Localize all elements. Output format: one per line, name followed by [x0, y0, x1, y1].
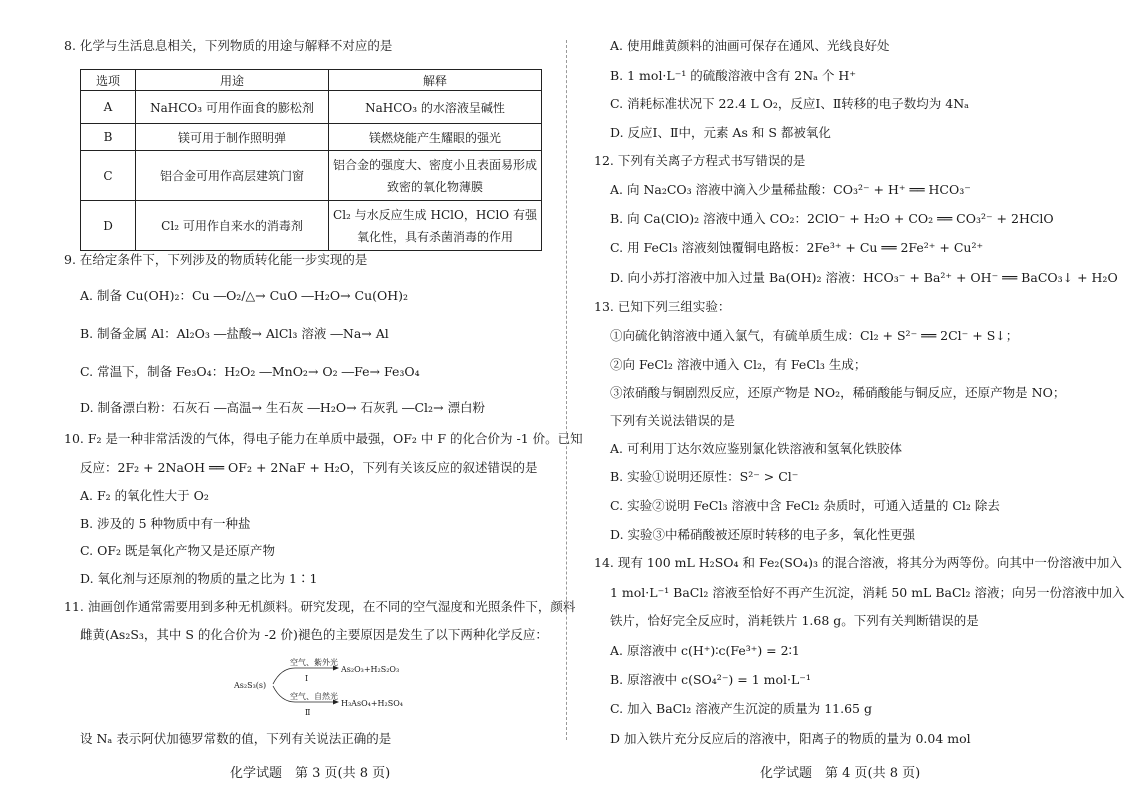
q13-experiment-3: ③浓硝酸与铜剧烈反应，还原产物是 NO₂，稀硝酸能与铜反应，还原产物是 NO； [610, 385, 1066, 400]
q11-option-b: B. 1 mol·L⁻¹ 的硫酸溶液中含有 2Nₐ 个 H⁺ [610, 68, 856, 83]
q14-option-b: B. 原溶液中 c(SO₄²⁻) = 1 mol·L⁻¹ [610, 672, 811, 687]
table-cell-use: 镁可用于制作照明弹 [136, 124, 329, 151]
explain-line: 致密的氧化物薄膜 [386, 179, 483, 194]
q9-option-c: C. 常温下，制备 Fe₃O₄：H₂O₂ ―MnO₂→ O₂ ―Fe→ Fe₃O₄ [80, 364, 420, 379]
column-divider [566, 40, 567, 740]
explain-line: Cl₂ 与水反应生成 HClO，HClO 有强 [333, 207, 537, 222]
q12-option-b: B. 向 Ca(ClO)₂ 溶液中通入 CO₂：2ClO⁻ + H₂O + CO₂ ══ CO₃²⁻ + 2HClO [610, 211, 1054, 226]
scheme-top-product: As₂O₃+H₂S₂O₃ [341, 665, 400, 674]
q12-option-d: D. 向小苏打溶液中加入过量 Ba(OH)₂ 溶液：HCO₃⁻ + Ba²⁺ + OH⁻ ══ BaCO₃↓ + H₂O [610, 270, 1118, 285]
q9-stem: 9. 在给定条件下，下列涉及的物质转化能一步实现的是 [64, 252, 368, 267]
table-cell-option: B [81, 124, 136, 151]
q14-stem-line2: 1 mol·L⁻¹ BaCl₂ 溶液至恰好不再产生沉淀，消耗 50 mL BaCl₂ 溶液；向另一份溶液中加入 [610, 585, 1125, 600]
q9-option-a: A. 制备 Cu(OH)₂：Cu ―O₂/△→ CuO ―H₂O→ Cu(OH)₂ [80, 288, 409, 303]
scheme-top-condition: 空气、紫外光 [290, 658, 338, 667]
table-cell-option: C [81, 151, 136, 201]
table-header-explain: 解释 [329, 70, 542, 91]
scheme-bottom-number: Ⅱ [305, 708, 311, 717]
table-cell-option: A [81, 91, 136, 124]
explain-line: 铝合金的强度大、密度小且表面易形成 [333, 157, 538, 172]
q13-option-c: C. 实验②说明 FeCl₃ 溶液中含 FeCl₂ 杂质时，可通入适量的 Cl₂ 除去 [610, 498, 1000, 513]
q11-stem-line1: 11. 油画创作通常需要用到多种无机颜料。研究发现，在不同的空气湿度和光照条件下，颜料 [64, 599, 576, 614]
q10-stem-line2: 反应：2F₂ + 2NaOH ══ OF₂ + 2NaF + H₂O，下列有关该反应的叙述错误的是 [80, 460, 538, 475]
q9-option-b: B. 制备金属 Al：Al₂O₃ ―盐酸→ AlCl₃ 溶液 ―Na→ Al [80, 326, 389, 341]
q9-option-d: D. 制备漂白粉：石灰石 ―高温→ 生石灰 ―H₂O→ 石灰乳 ―Cl₂→ 漂白粉 [80, 400, 486, 415]
q12-option-c: C. 用 FeCl₃ 溶液刻蚀覆铜电路板：2Fe³⁺ + Cu ══ 2Fe²⁺ + Cu²⁺ [610, 240, 984, 255]
q10-stem-line1: 10. F₂ 是一种非常活泼的气体，得电子能力在单质中最强，OF₂ 中 F 的化合价为 -1 价。已知 [64, 431, 583, 446]
q14-option-c: C. 加入 BaCl₂ 溶液产生沉淀的质量为 11.65 g [610, 701, 872, 716]
q10-option-c: C. OF₂ 既是氧化产物又是还原产物 [80, 543, 275, 558]
table-cell-explain [329, 201, 542, 251]
scheme-bottom-condition: 空气、自然光 [290, 692, 338, 701]
table-cell-use: NaHCO₃ 可用作面食的膨松剂 [136, 91, 329, 124]
table-cell-option: D [81, 201, 136, 251]
q13-option-a: A. 可利用丁达尔效应鉴别氯化铁溶液和氢氧化铁胶体 [610, 441, 902, 456]
q11-question: 设 Nₐ 表示阿伏加德罗常数的值，下列有关说法正确的是 [80, 731, 392, 746]
explain-line: 氧化性，具有杀菌消毒的作用 [356, 229, 513, 244]
scheme-top-number: Ⅰ [305, 674, 309, 683]
scheme-reactant: As₂S₃(s) [234, 681, 267, 690]
q11-stem-line2: 雌黄(As₂S₃，其中 S 的化合价为 -2 价)褪色的主要原因是发生了以下两种化学反应： [80, 627, 548, 642]
q12-option-a: A. 向 Na₂CO₃ 溶液中滴入少量稀盐酸：CO₃²⁻ + H⁺ ══ HCO₃⁻ [610, 182, 971, 197]
scheme-bottom-product: H₃AsO₄+H₂SO₄ [341, 699, 403, 708]
q14-option-d: D 加入铁片充分反应后的溶液中，阳离子的物质的量为 0.04 mol [610, 731, 971, 746]
table-header-option: 选项 [81, 70, 136, 91]
q11-option-c: C. 消耗标准状况下 22.4 L O₂，反应Ⅰ、Ⅱ转移的电子数均为 4Nₐ [610, 96, 969, 111]
table-cell-explain: NaHCO₃ 的水溶液呈碱性 [329, 91, 542, 124]
q11-option-d: D. 反应Ⅰ、Ⅱ中，元素 As 和 S 都被氧化 [610, 125, 831, 140]
table-cell-explain [329, 151, 542, 201]
footer-page-4: 化学试题 第 4 页(共 8 页) [760, 766, 921, 781]
table-cell-use: Cl₂ 可用作自来水的消毒剂 [136, 201, 329, 251]
table-header-use: 用途 [136, 70, 329, 91]
q13-option-b: B. 实验①说明还原性：S²⁻ > Cl⁻ [610, 469, 799, 484]
q13-question: 下列有关说法错误的是 [610, 413, 736, 428]
q14-option-a: A. 原溶液中 c(H⁺)∶c(Fe³⁺) = 2∶1 [610, 643, 800, 658]
table-cell-explain: 镁燃烧能产生耀眼的强光 [329, 124, 542, 151]
q13-experiment-1: ①向硫化钠溶液中通入氯气，有硫单质生成：Cl₂ + S²⁻ ══ 2Cl⁻ + S↓； [610, 328, 1019, 343]
q13-experiment-2: ②向 FeCl₂ 溶液中通入 Cl₂，有 FeCl₃ 生成； [610, 357, 867, 372]
footer-page-3: 化学试题 第 3 页(共 8 页) [230, 766, 391, 781]
q10-option-a: A. F₂ 的氧化性大于 O₂ [80, 488, 209, 503]
q10-option-d: D. 氧化剂与还原剂的物质的量之比为 1∶1 [80, 571, 318, 586]
q12-stem: 12. 下列有关离子方程式书写错误的是 [594, 153, 806, 168]
q10-option-b: B. 涉及的 5 种物质中有一种盐 [80, 516, 251, 531]
q13-stem: 13. 已知下列三组实验： [594, 299, 731, 314]
q14-stem-line1: 14. 现有 100 mL H₂SO₄ 和 Fe₂(SO₄)₃ 的混合溶液，将其分为两等份。向其中一份溶液中加入 [594, 555, 1122, 570]
table-cell-use: 铝合金可用作高层建筑门窗 [136, 151, 329, 201]
q13-option-d: D. 实验③中稀硝酸被还原时转移的电子多，氧化性更强 [610, 527, 916, 542]
q8-table [80, 69, 542, 251]
q8-stem: 8. 化学与生活息息相关，下列物质的用途与解释不对应的是 [64, 38, 393, 53]
q14-stem-line3: 铁片，恰好完全反应时，消耗铁片 1.68 g。下列有关判断错误的是 [610, 613, 979, 628]
q11-option-a: A. 使用雌黄颜料的油画可保存在通风、光线良好处 [610, 38, 890, 53]
